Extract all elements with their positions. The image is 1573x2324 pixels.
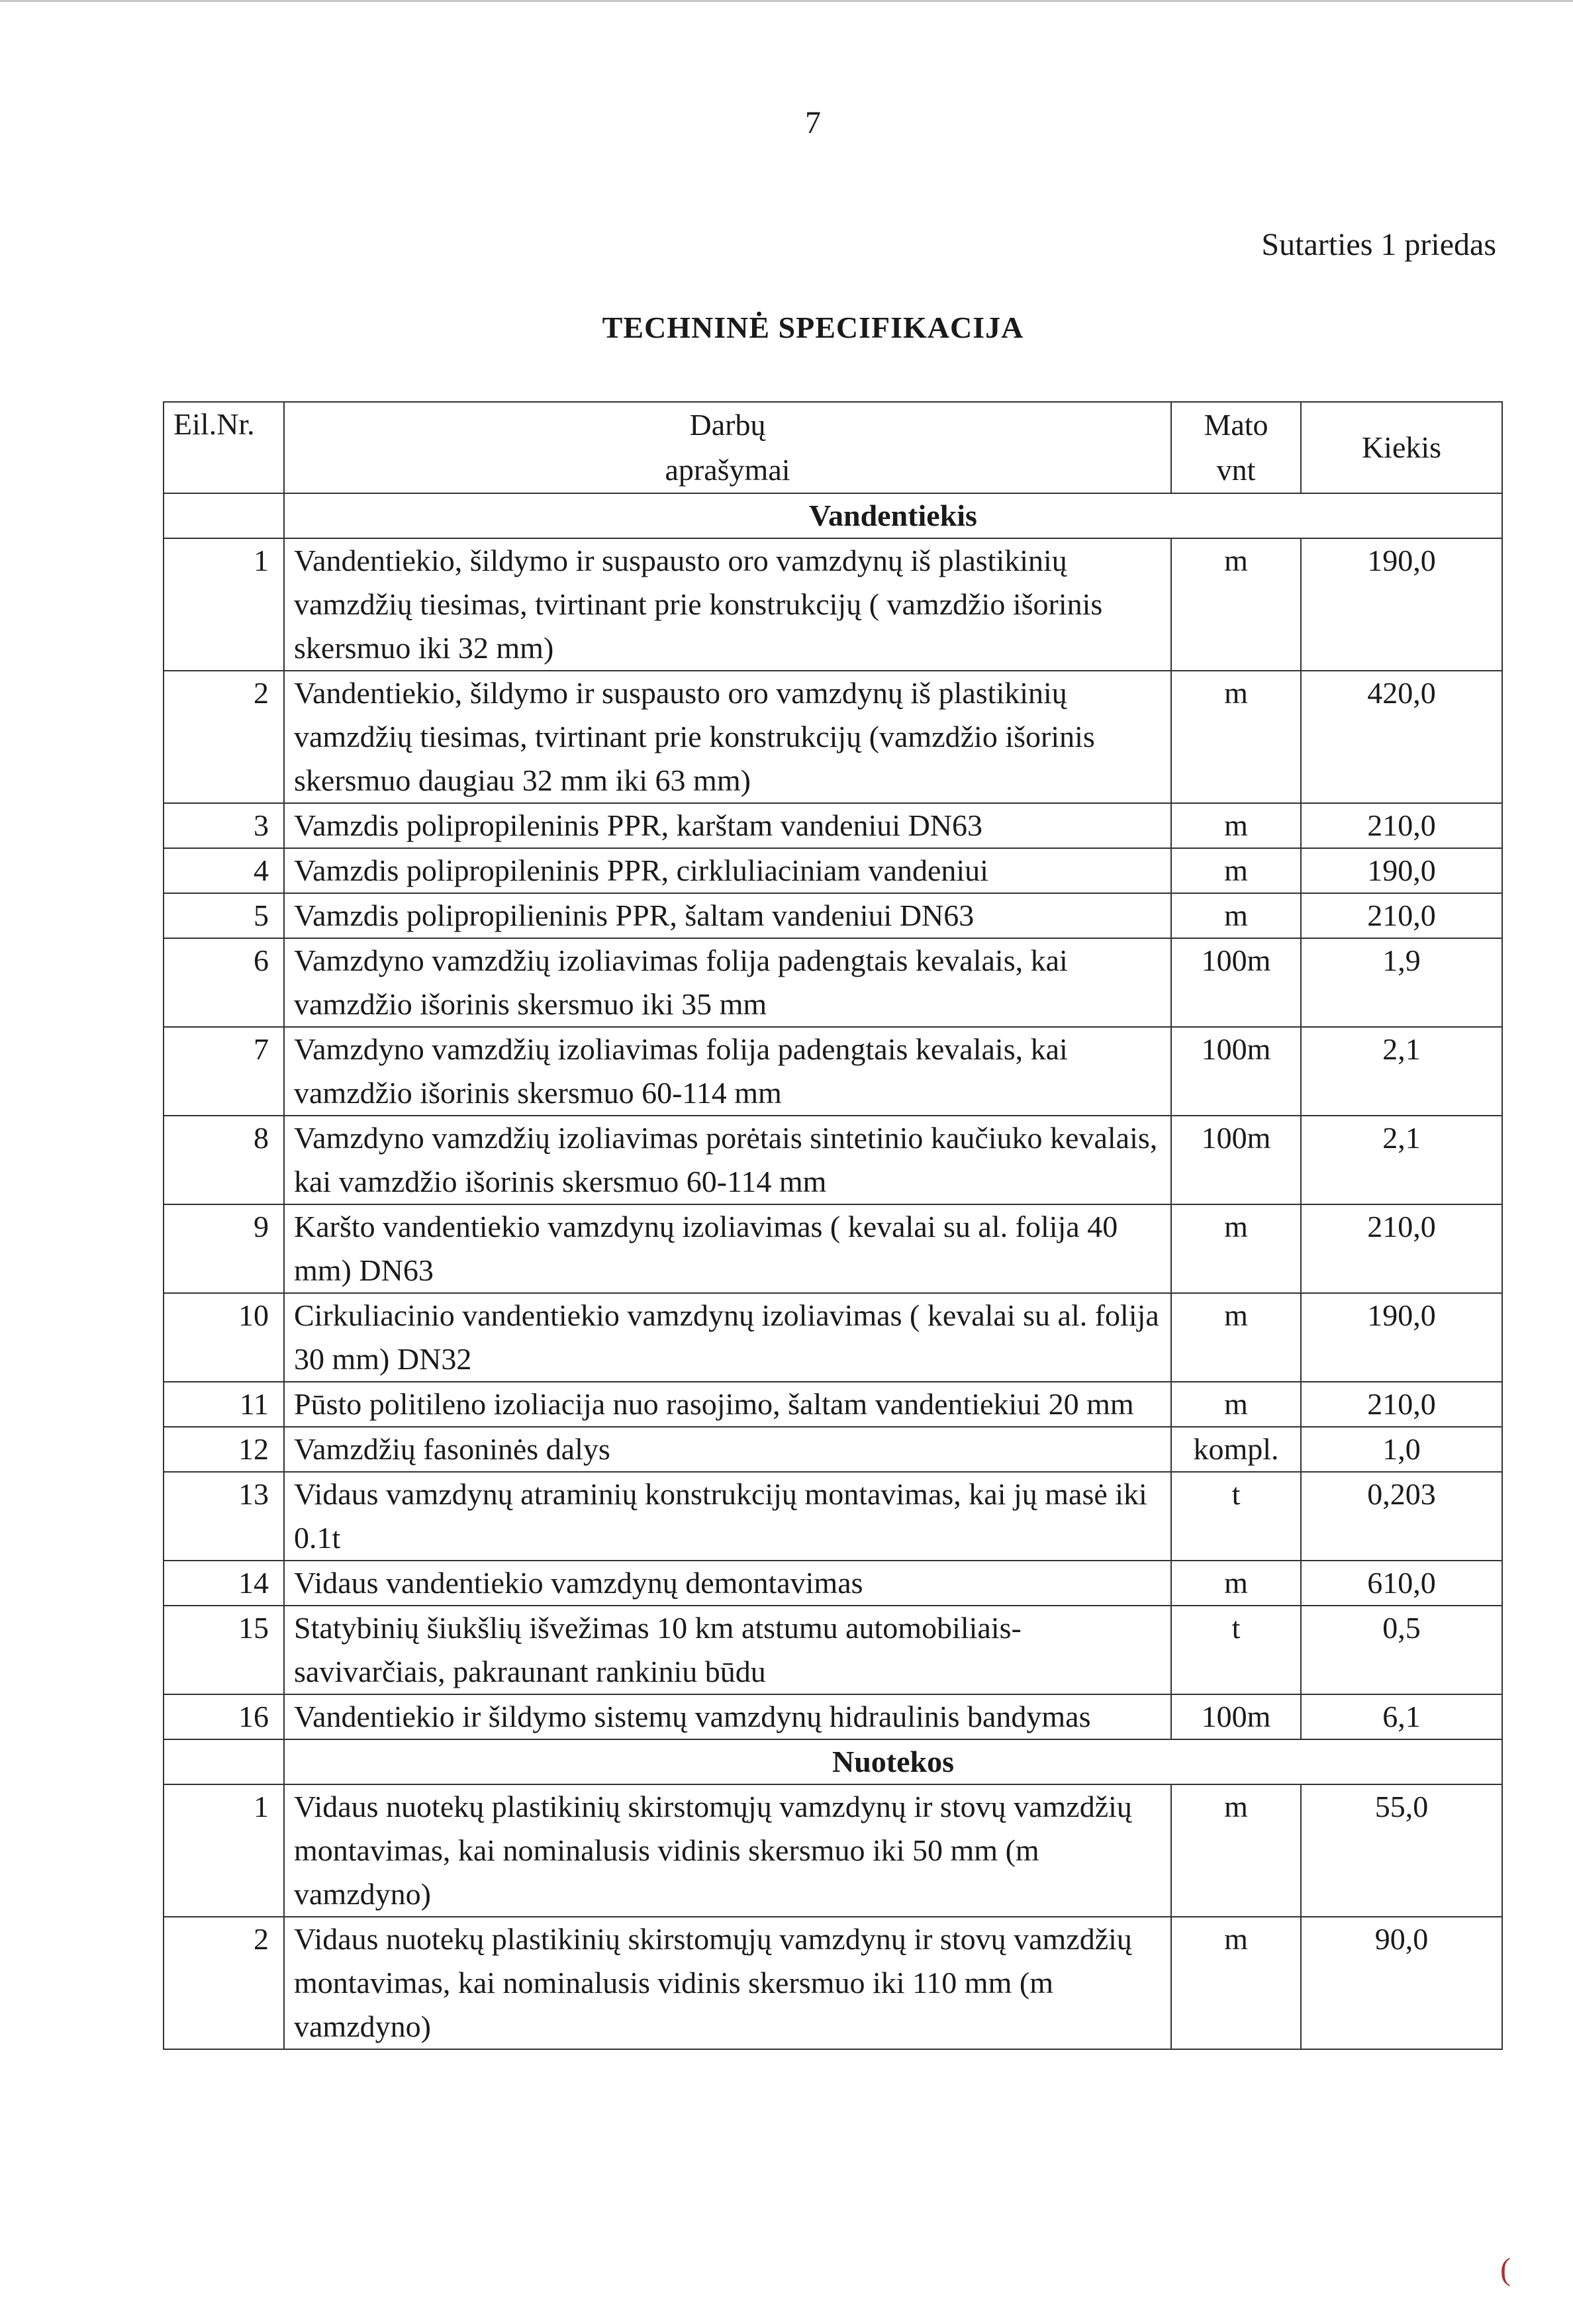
row-description: Vidaus vamzdynų atraminių konstrukcijų montavimas, kai jų masė iki 0.1t xyxy=(284,1472,1171,1561)
row-quantity: 1,9 xyxy=(1301,938,1502,1027)
row-quantity: 610,0 xyxy=(1301,1561,1502,1606)
row-unit: kompl. xyxy=(1171,1427,1301,1472)
header-unit-line1: Mato xyxy=(1204,408,1268,442)
row-number: 8 xyxy=(164,1116,284,1204)
row-unit: t xyxy=(1171,1606,1301,1694)
row-description: Vandentiekio ir šildymo sistemų vamzdynų hidraulinis bandymas xyxy=(284,1694,1171,1739)
table-row xyxy=(164,848,1502,893)
row-description: Vandentiekio, šildymo ir suspausto oro vamzdynų iš plastikinių vamzdžių tiesimas, tvirtinant prie konstrukcijų (vamzdžio išorinis skersmuo daugiau 32 mm iki 63 mm) xyxy=(284,671,1171,803)
table-row xyxy=(164,1293,1502,1382)
table-body xyxy=(164,493,1502,2049)
row-description: Vandentiekio, šildymo ir suspausto oro vamzdynų iš plastikinių vamzdžių tiesimas, tvirtinant prie konstrukcijų ( vamzdžio išorinis skersmuo iki 32 mm) xyxy=(284,538,1171,671)
row-quantity: 210,0 xyxy=(1301,1204,1502,1293)
row-description: Vamzdis polipropilieninis PPR, šaltam vandeniui DN63 xyxy=(284,893,1171,938)
header-nr: Eil.Nr. xyxy=(164,402,284,493)
row-unit: 100m xyxy=(1171,1116,1301,1204)
section-title: Vandentiekis xyxy=(284,493,1502,538)
row-unit: m xyxy=(1171,671,1301,803)
row-number: 1 xyxy=(164,538,284,671)
row-description: Pūsto politileno izoliacija nuo rasojimo, šaltam vandentiekiui 20 mm xyxy=(284,1382,1171,1427)
section-empty-cell xyxy=(164,1739,284,1784)
row-description: Statybinių šiukšlių išvežimas 10 km atstumu automobiliais-savivarčiais, pakraunant rankiniu būdu xyxy=(284,1606,1171,1694)
document-title: TECHNINĖ SPECIFIKACIJA xyxy=(602,311,1024,344)
table-header-row xyxy=(164,402,1502,493)
row-unit: m xyxy=(1171,538,1301,671)
row-number: 12 xyxy=(164,1427,284,1472)
row-number: 1 xyxy=(164,1784,284,1917)
table-row xyxy=(164,1204,1502,1293)
row-description: Vamzdis polipropileninis PPR, karštam vandeniui DN63 xyxy=(284,803,1171,848)
header-unit-line2: vnt xyxy=(1216,453,1256,487)
row-description: Cirkuliacinio vandentiekio vamzdynų izoliavimas ( kevalai su al. folija 30 mm) DN32 xyxy=(284,1293,1171,1382)
row-number: 5 xyxy=(164,893,284,938)
table-row xyxy=(164,1561,1502,1606)
row-number: 2 xyxy=(164,1917,284,2049)
header-unit xyxy=(1171,402,1301,493)
table-row xyxy=(164,1116,1502,1204)
row-quantity: 2,1 xyxy=(1301,1027,1502,1116)
row-unit: m xyxy=(1171,1917,1301,2049)
table-row xyxy=(164,1606,1502,1694)
row-description: Vamzdyno vamzdžių izoliavimas folija padengtais kevalais, kai vamzdžio išorinis skersmuo 60-114 mm xyxy=(284,1027,1171,1116)
row-quantity: 190,0 xyxy=(1301,1293,1502,1382)
row-number: 7 xyxy=(164,1027,284,1116)
header-description-line1: Darbų xyxy=(689,408,766,442)
row-number: 9 xyxy=(164,1204,284,1293)
top-edge-line xyxy=(0,0,1573,2)
row-quantity: 0,203 xyxy=(1301,1472,1502,1561)
row-number: 6 xyxy=(164,938,284,1027)
row-unit: 100m xyxy=(1171,938,1301,1027)
table-row xyxy=(164,671,1502,803)
row-quantity: 6,1 xyxy=(1301,1694,1502,1739)
specification-table xyxy=(163,401,1503,2050)
row-quantity: 190,0 xyxy=(1301,848,1502,893)
row-unit: m xyxy=(1171,1293,1301,1382)
row-description: Vidaus vandentiekio vamzdynų demontavimas xyxy=(284,1561,1171,1606)
page-number: 7 xyxy=(805,105,821,140)
table-row xyxy=(164,1917,1502,2049)
row-unit: 100m xyxy=(1171,1694,1301,1739)
table-row xyxy=(164,893,1502,938)
row-quantity: 210,0 xyxy=(1301,803,1502,848)
row-number: 14 xyxy=(164,1561,284,1606)
section-empty-cell xyxy=(164,493,284,538)
row-quantity: 190,0 xyxy=(1301,538,1502,671)
table-row xyxy=(164,1027,1502,1116)
header-quantity: Kiekis xyxy=(1301,402,1502,493)
row-unit: m xyxy=(1171,848,1301,893)
table-row xyxy=(164,1427,1502,1472)
table-row xyxy=(164,938,1502,1027)
row-quantity: 210,0 xyxy=(1301,1382,1502,1427)
row-number: 11 xyxy=(164,1382,284,1427)
row-unit: m xyxy=(1171,1561,1301,1606)
row-quantity: 1,0 xyxy=(1301,1427,1502,1472)
row-unit: m xyxy=(1171,803,1301,848)
row-description: Vamzdyno vamzdžių izoliavimas porėtais sintetinio kaučiuko kevalais, kai vamzdžio išorinis skersmuo 60-114 mm xyxy=(284,1116,1171,1204)
row-number: 2 xyxy=(164,671,284,803)
table-row xyxy=(164,1694,1502,1739)
row-number: 13 xyxy=(164,1472,284,1561)
table-row xyxy=(164,1784,1502,1917)
section-title: Nuotekos xyxy=(284,1739,1502,1784)
row-number: 3 xyxy=(164,803,284,848)
header-description xyxy=(284,402,1171,493)
row-description: Vamzdžių fasoninės dalys xyxy=(284,1427,1171,1472)
row-unit: m xyxy=(1171,1784,1301,1917)
row-description: Vidaus nuotekų plastikinių skirstomųjų vamzdynų ir stovų vamzdžių montavimas, kai nominalusis vidinis skersmuo iki 50 mm (m vamzdyno) xyxy=(284,1784,1171,1917)
row-unit: 100m xyxy=(1171,1027,1301,1116)
table-row xyxy=(164,1382,1502,1427)
section-row xyxy=(164,493,1502,538)
table-row xyxy=(164,803,1502,848)
header-description-line2: aprašymai xyxy=(665,453,790,487)
table-row xyxy=(164,1472,1502,1561)
table-row xyxy=(164,538,1502,671)
row-description: Vamzdyno vamzdžių izoliavimas folija padengtais kevalais, kai vamzdžio išorinis skersmuo iki 35 mm xyxy=(284,938,1171,1027)
row-description: Karšto vandentiekio vamzdynų izoliavimas ( kevalai su al. folija 40 mm) DN63 xyxy=(284,1204,1171,1293)
row-number: 10 xyxy=(164,1293,284,1382)
row-quantity: 420,0 xyxy=(1301,671,1502,803)
row-quantity: 90,0 xyxy=(1301,1917,1502,2049)
row-unit: m xyxy=(1171,1382,1301,1427)
row-quantity: 55,0 xyxy=(1301,1784,1502,1917)
row-unit: m xyxy=(1171,1204,1301,1293)
annex-label: Sutarties 1 priedas xyxy=(1261,227,1496,262)
row-unit: m xyxy=(1171,893,1301,938)
row-description: Vamzdis polipropileninis PPR, cirkluliaciniam vandeniui xyxy=(284,848,1171,893)
row-quantity: 0,5 xyxy=(1301,1606,1502,1694)
row-number: 4 xyxy=(164,848,284,893)
row-number: 16 xyxy=(164,1694,284,1739)
section-row xyxy=(164,1739,1502,1784)
margin-mark: ( xyxy=(1500,2252,1511,2287)
row-unit: t xyxy=(1171,1472,1301,1561)
row-description: Vidaus nuotekų plastikinių skirstomųjų vamzdynų ir stovų vamzdžių montavimas, kai nominalusis vidinis skersmuo iki 110 mm (m vamzdyno) xyxy=(284,1917,1171,2049)
row-number: 15 xyxy=(164,1606,284,1694)
row-quantity: 210,0 xyxy=(1301,893,1502,938)
row-quantity: 2,1 xyxy=(1301,1116,1502,1204)
